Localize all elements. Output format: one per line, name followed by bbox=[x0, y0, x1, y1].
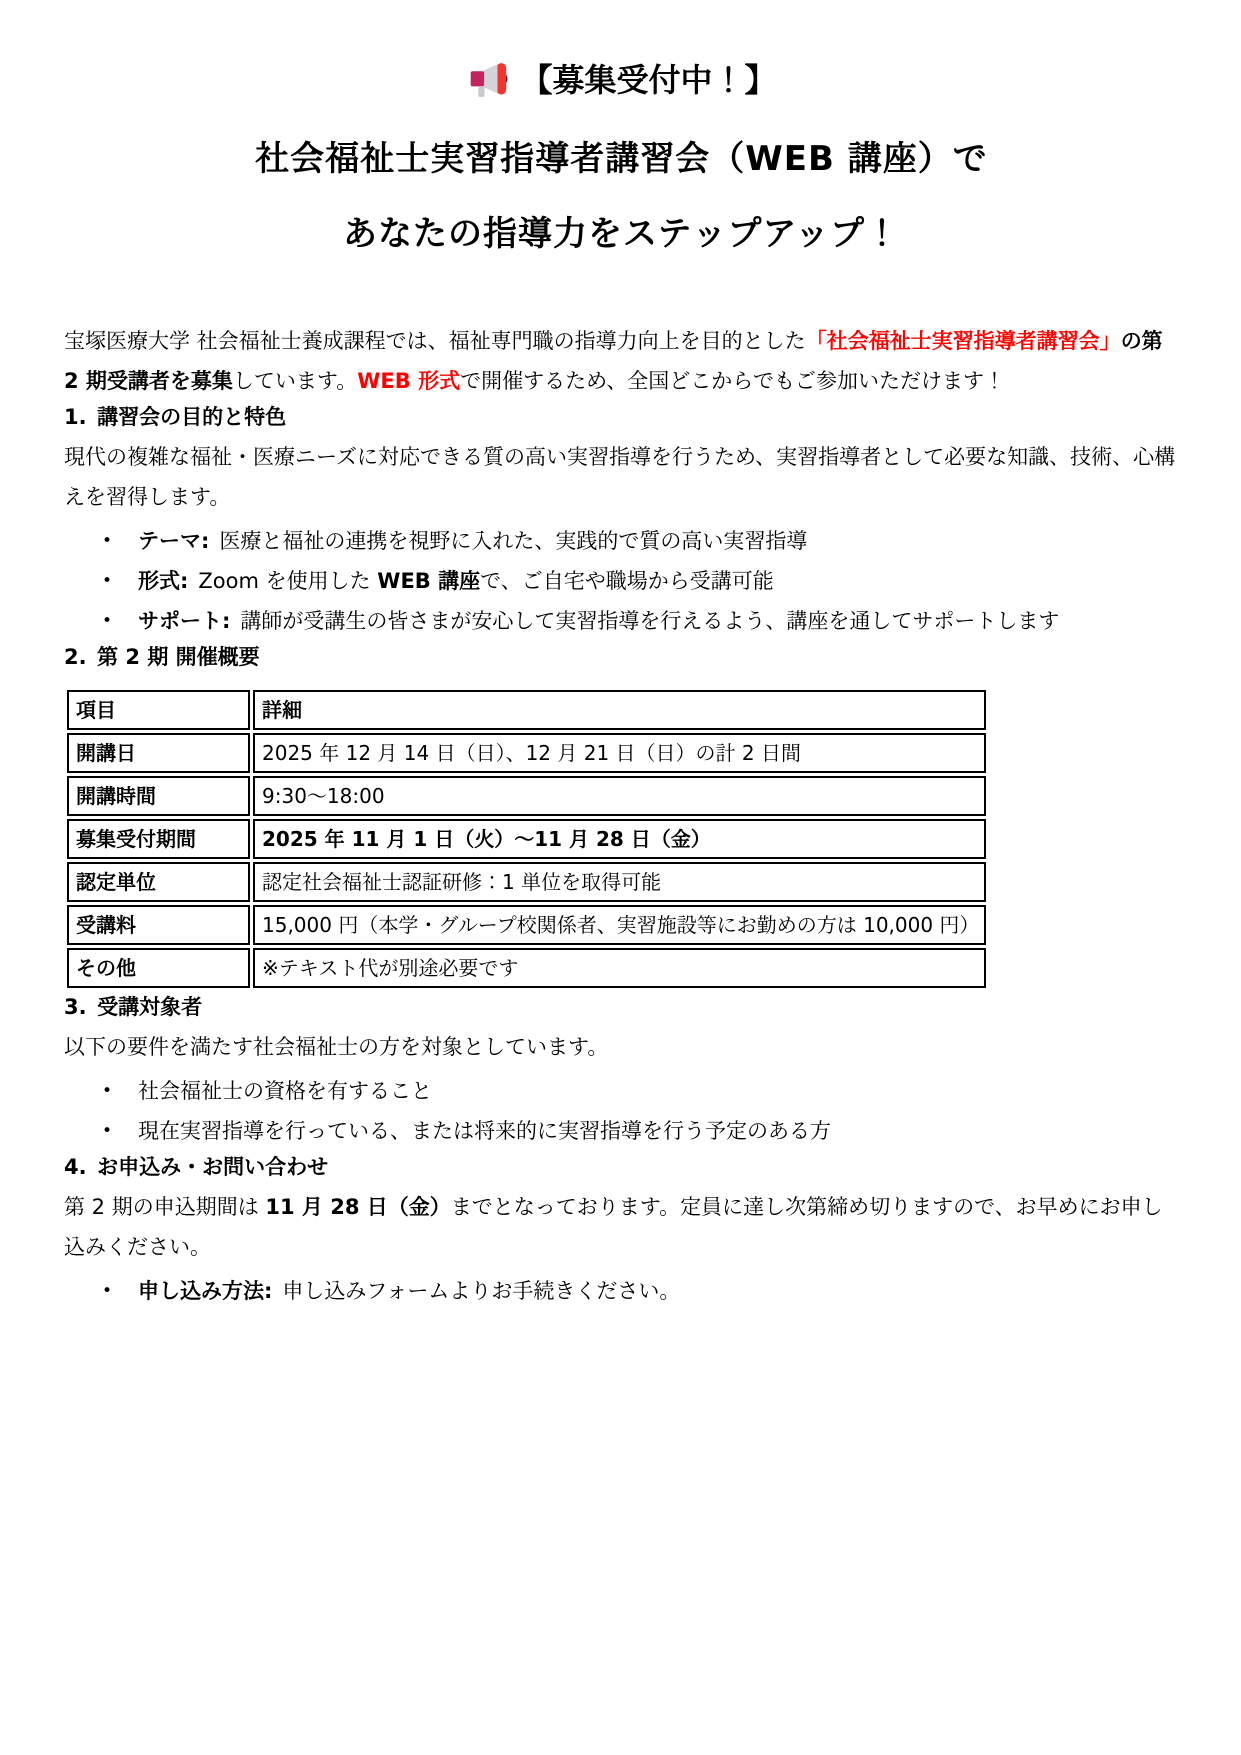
intro-text-2: の第 2 期受講者を募集 bbox=[64, 328, 1163, 393]
section4-body bbox=[64, 1187, 1179, 1267]
intro-paragraph bbox=[64, 321, 1179, 401]
bullet-icon: • bbox=[102, 1120, 113, 1141]
intro-text-3: しています。 bbox=[232, 368, 358, 393]
bullet-icon: • bbox=[102, 570, 113, 591]
bullet-text-pre: Zoom を使用した bbox=[198, 568, 378, 593]
row-label-cell: 開講時間 bbox=[67, 776, 250, 816]
bullet-text: 現在実習指導を行っている、または将来的に実習指導を行う予定のある方 bbox=[138, 1118, 831, 1143]
header-cell-detail: 詳細 bbox=[253, 690, 986, 730]
row-value-cell: ※テキスト代が別途必要です bbox=[253, 948, 986, 988]
table-header-row bbox=[67, 690, 986, 730]
table-row-credit bbox=[67, 862, 986, 902]
table-row-date bbox=[67, 733, 986, 773]
bullet-text-post: で、ご自宅や職場から受講可能 bbox=[480, 568, 774, 593]
title-block bbox=[64, 58, 1179, 255]
section2-heading: 2. 第 2 期 開催概要 bbox=[64, 644, 260, 669]
section1-heading: 1. 講習会の目的と特色 bbox=[64, 404, 287, 429]
table-row-application-period bbox=[67, 819, 986, 859]
course-name-highlight: 「社会福祉士実習指導者講習会」 bbox=[805, 328, 1121, 353]
recruiting-badge: 【募集受付中！】 bbox=[520, 61, 777, 99]
section4-text-2: までとなっております。定員に達し次第締め切りますので、お早めにお申し込みください。 bbox=[64, 1194, 1163, 1259]
bullet-label: テーマ: bbox=[138, 528, 210, 553]
section3-heading: 3. 受講対象者 bbox=[64, 994, 203, 1019]
bullet-icon: • bbox=[102, 530, 113, 551]
section4-bullet-list bbox=[64, 1271, 1179, 1311]
bullet-item-support bbox=[102, 601, 1179, 641]
row-label-cell: 認定単位 bbox=[67, 862, 250, 902]
section4-text-1: 第 2 期の申込期間は bbox=[64, 1194, 266, 1219]
schedule-table bbox=[64, 687, 989, 991]
bullet-item-theme bbox=[102, 521, 1179, 561]
section1-body: 現代の複雑な福祉・医療ニーズに対応できる質の高い実習指導を行うため、実習指導者として必要な知識、技術、心構えを習得します。 bbox=[64, 444, 1176, 509]
section3-bullet-list bbox=[64, 1071, 1179, 1151]
table-row-fee bbox=[67, 905, 986, 945]
section1-bullet-list bbox=[64, 521, 1179, 641]
title-line-3: あなたの指導力をステップアップ！ bbox=[343, 213, 900, 254]
bullet-label: サポート: bbox=[138, 608, 231, 633]
row-value-cell: 9:30～18:00 bbox=[253, 776, 986, 816]
row-value-cell: 2025 年 12 月 14 日（日）、12 月 21 日（日）の計 2 日間 bbox=[253, 733, 986, 773]
row-label-cell: 開講日 bbox=[67, 733, 250, 773]
title-line-1 bbox=[64, 58, 1179, 103]
bullet-icon: • bbox=[102, 1280, 113, 1301]
bullet-text: 医療と福祉の連携を視野に入れた、実践的で質の高い実習指導 bbox=[219, 528, 808, 553]
bullet-content bbox=[138, 561, 774, 601]
intro-text-4: で開催するため、全国どこからでもご参加いただけます！ bbox=[460, 368, 1006, 393]
bullet-item-apply-method bbox=[102, 1271, 1179, 1311]
bullet-icon: • bbox=[102, 610, 113, 631]
bullet-text: 社会福祉士の資格を有すること bbox=[138, 1078, 432, 1103]
bullet-item-format bbox=[102, 561, 1179, 601]
bullet-icon: • bbox=[102, 1080, 113, 1101]
deadline-highlight: 11 月 28 日（金） bbox=[265, 1194, 451, 1219]
web-format-highlight: WEB 形式 bbox=[357, 368, 461, 393]
bullet-content bbox=[138, 1271, 680, 1311]
row-value-cell: 2025 年 11 月 1 日（火）～11 月 28 日（金） bbox=[253, 819, 986, 859]
title-line-2: 社会福祉士実習指導者講習会（WEB 講座）で bbox=[255, 138, 988, 179]
bullet-content bbox=[138, 601, 1059, 641]
bullet-label: 形式: bbox=[138, 568, 189, 593]
bullet-text-bold: WEB 講座 bbox=[377, 568, 481, 593]
table-row-other bbox=[67, 948, 986, 988]
bullet-text: 講師が受講生の皆さまが安心して実習指導を行えるよう、講座を通してサポートします bbox=[240, 608, 1060, 633]
section3-body: 以下の要件を満たす社会福祉士の方を対象としています。 bbox=[64, 1034, 609, 1059]
row-label-cell: 募集受付期間 bbox=[67, 819, 250, 859]
row-label-cell: 受講料 bbox=[67, 905, 250, 945]
bullet-item-qualification bbox=[102, 1071, 1179, 1111]
table-row-time bbox=[67, 776, 986, 816]
row-value-cell: 認定社会福祉士認証研修：1 単位を取得可能 bbox=[253, 862, 986, 902]
row-label-cell: その他 bbox=[67, 948, 250, 988]
megaphone-icon bbox=[466, 59, 508, 101]
row-value-cell: 15,000 円（本学・グループ校関係者、実習施設等にお勤めの方は 10,000 円） bbox=[253, 905, 986, 945]
bullet-text: 申し込みフォームよりお手続きください。 bbox=[282, 1278, 681, 1303]
bullet-content bbox=[138, 521, 807, 561]
bullet-label: 申し込み方法: bbox=[138, 1278, 273, 1303]
header-cell-item: 項目 bbox=[67, 690, 250, 730]
bullet-item-experience bbox=[102, 1111, 1179, 1151]
intro-text-1: 宝塚医療大学 社会福祉士養成課程では、福祉専門職の指導力向上を目的とした bbox=[64, 328, 806, 353]
section4-heading: 4. お申込み・お問い合わせ bbox=[64, 1154, 329, 1179]
